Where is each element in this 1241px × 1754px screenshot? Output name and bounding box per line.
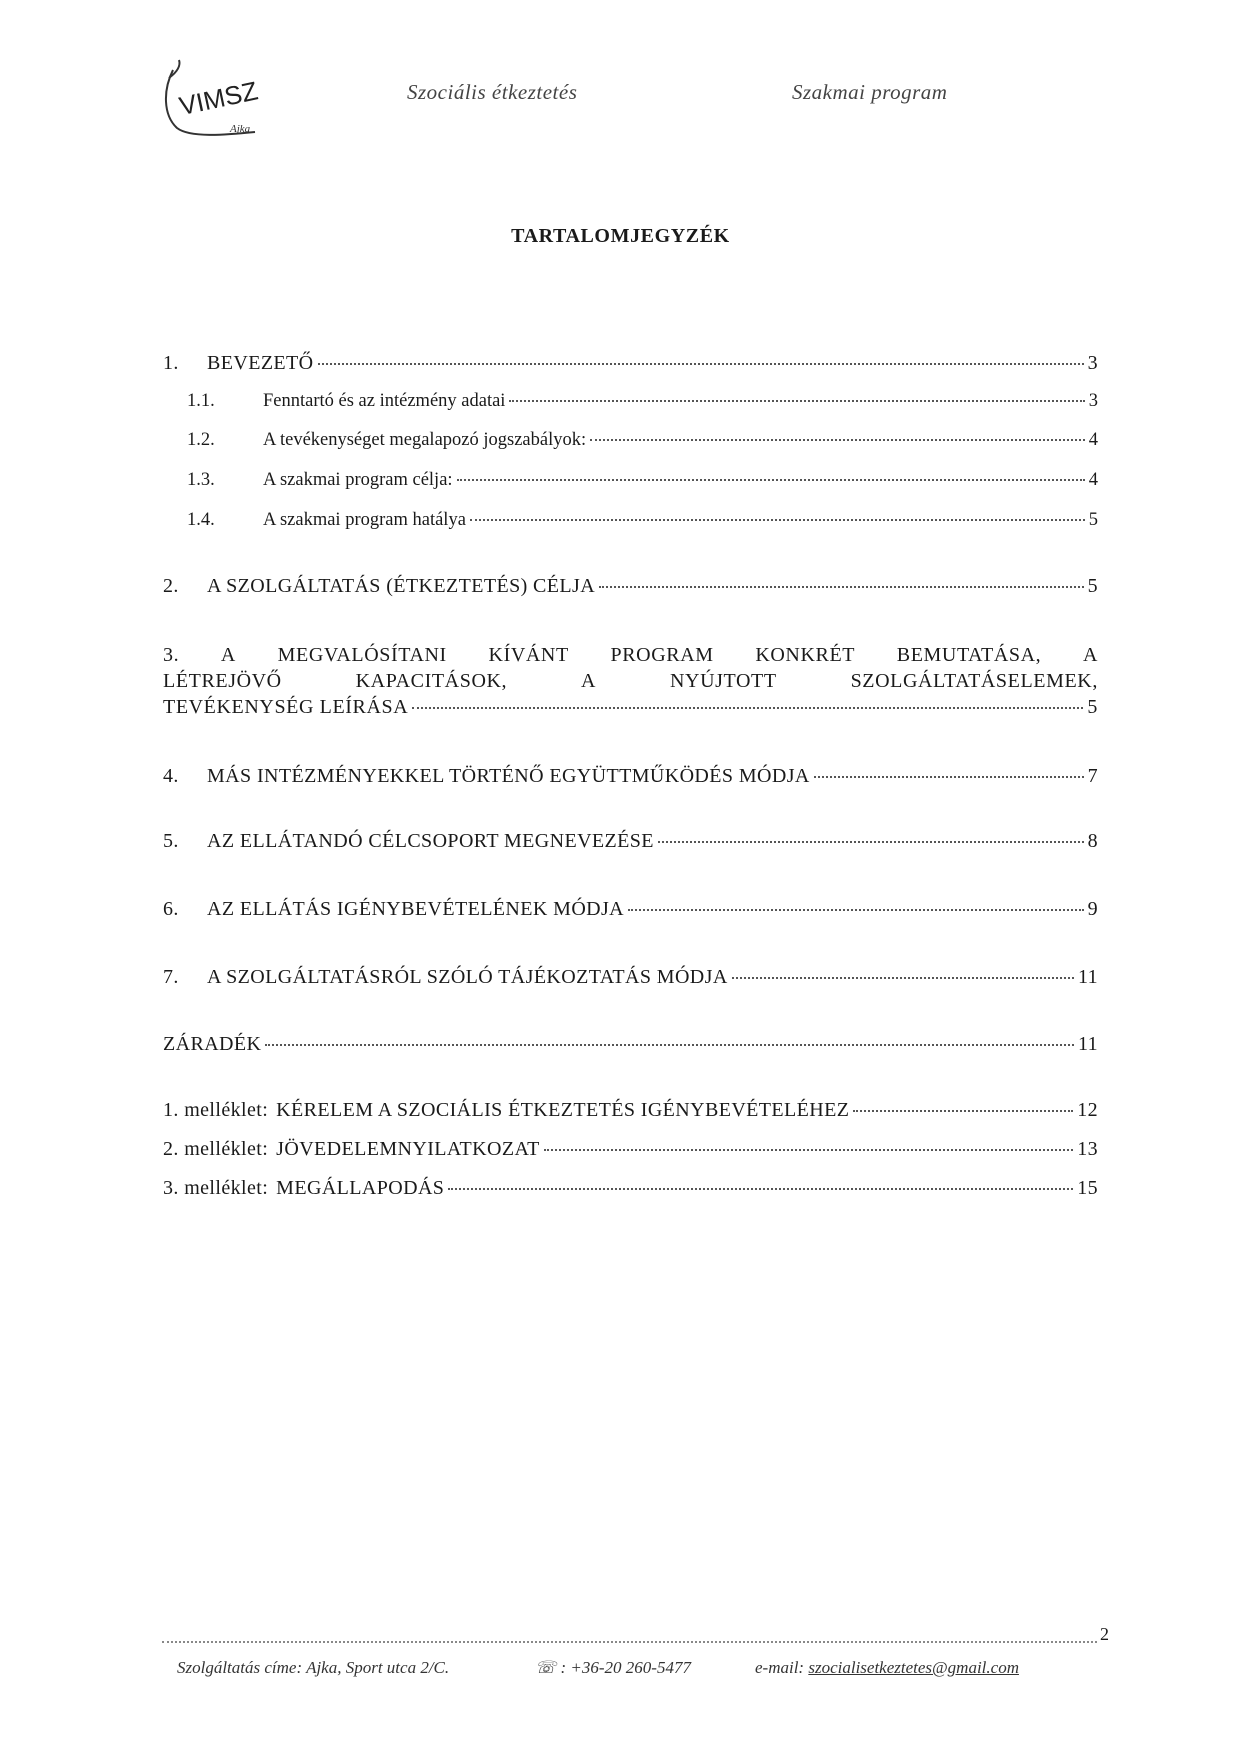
toc-entry-number: 1.2. (187, 430, 215, 450)
leader-dots (265, 1044, 1074, 1046)
toc-entry-3-line-1 (163, 642, 1098, 668)
page-title: TARTALOMJEGYZÉK (511, 225, 730, 247)
toc-entry[interactable] (163, 1099, 1098, 1122)
toc-entry-3-word: NYÚJTOTT (670, 670, 777, 692)
toc-entry[interactable] (163, 898, 1098, 921)
toc-entry-3-word: LÉTREJÖVŐ (163, 670, 282, 692)
toc-entry[interactable] (163, 470, 1098, 491)
toc-entry-label: BEVEZETŐ (207, 352, 314, 374)
toc-entry[interactable] (163, 1033, 1098, 1056)
toc-entry-page: 9 (1087, 898, 1098, 920)
header-right-title: Szakmai program (792, 80, 948, 104)
leader-dots (658, 841, 1084, 843)
toc-entry[interactable] (163, 830, 1098, 853)
toc-entry[interactable] (163, 510, 1098, 531)
toc-entry-3-line-3 (163, 694, 1098, 720)
logo-subtext: Ajka (230, 123, 251, 135)
toc-entry-label: A tevékenységet megalapozó jogszabályok: (263, 430, 587, 450)
vimsz-logo (155, 50, 285, 150)
toc-entry-3-word: 3. (163, 644, 180, 666)
toc-entry-page: 11 (1077, 1033, 1098, 1055)
leader-dots (457, 479, 1085, 481)
toc-entry-label: A szakmai program célja: (263, 470, 453, 490)
toc-entry-3-word: A (581, 670, 597, 692)
toc-entry[interactable] (163, 1177, 1098, 1200)
leader-dots (470, 519, 1085, 521)
toc-entry-page: 7 (1087, 765, 1098, 787)
leader-dots (732, 977, 1074, 979)
toc-entry-3-word: MEGVALÓSÍTANI (277, 644, 447, 666)
toc-entry-3-word: PROGRAM (610, 644, 714, 666)
toc-entry[interactable] (163, 430, 1098, 451)
toc-entry[interactable] (163, 352, 1098, 375)
footer-email (755, 1658, 1019, 1678)
toc-entry-number: 1.3. (187, 470, 215, 490)
toc-entry-page: 11 (1077, 966, 1098, 988)
toc-entry-3-word: BEMUTATÁSA, (896, 644, 1042, 666)
leader-dots (814, 776, 1084, 778)
toc-entry[interactable] (163, 765, 1098, 788)
leader-dots (448, 1188, 1073, 1190)
logo-graphic (155, 50, 285, 150)
toc-entry-page: 3 (1088, 391, 1098, 411)
toc-entry-number: 1.1. (187, 391, 215, 411)
toc-entry-3-page: 5 (1087, 696, 1098, 718)
toc-entry-3-word: A (1082, 644, 1098, 666)
toc-entry-page: 5 (1087, 575, 1098, 597)
leader-dots (853, 1110, 1073, 1112)
page-header (155, 50, 1095, 160)
footer-address: Szolgáltatás címe: Ajka, Sport utca 2/C. (177, 1658, 450, 1677)
toc-entry-number: 1. (163, 352, 179, 374)
leader-dots (628, 909, 1084, 911)
toc-entry-label: AZ ELLÁTÁS IGÉNYBEVÉTELÉNEK MÓDJA (207, 898, 625, 920)
footer-phone-number: : +36-20 260-5477 (560, 1658, 691, 1677)
toc-entry-label: MÁS INTÉZMÉNYEKKEL TÖRTÉNŐ EGYÜTTMŰKÖDÉS MÓDJA (207, 765, 810, 787)
toc-entry[interactable] (163, 966, 1098, 989)
toc-entry-3-word: KONKRÉT (755, 644, 856, 666)
toc-entry-label: ZÁRADÉK (163, 1033, 262, 1055)
toc-entry-page: 12 (1077, 1099, 1098, 1121)
toc-entry-3-word: SZOLGÁLTATÁSELEMEK, (850, 670, 1098, 692)
toc-entry-3-word: A (220, 644, 236, 666)
toc-entry-number: 4. (163, 765, 179, 787)
toc-entry-label: A SZOLGÁLTATÁS (ÉTKEZTETÉS) CÉLJA (207, 575, 596, 597)
toc-entry-page: 3 (1087, 352, 1098, 374)
footer-divider (162, 1641, 1097, 1643)
toc-entry-page: 4 (1088, 430, 1098, 450)
toc-entry[interactable] (163, 1138, 1098, 1161)
phone-icon: ☏ (535, 1658, 557, 1677)
toc-entry-label: JÖVEDELEMNYILATKOZAT (276, 1138, 540, 1160)
toc-entry-number: 2. (163, 575, 179, 597)
toc-entry-page: 13 (1077, 1138, 1098, 1160)
toc-entry-number: 3. melléklet: (163, 1177, 269, 1199)
toc-entry-label: A SZOLGÁLTATÁSRÓL SZÓLÓ TÁJÉKOZTATÁS MÓDJA (207, 966, 728, 988)
leader-dots (599, 586, 1084, 588)
toc-entry-3-word: KÍVÁNT (488, 644, 569, 666)
toc-entry[interactable] (163, 391, 1098, 412)
toc-entry-number: 6. (163, 898, 179, 920)
leader-dots (318, 363, 1084, 365)
leader-dots (544, 1149, 1073, 1151)
toc-entry-3 (163, 642, 1098, 720)
footer-phone (535, 1658, 691, 1678)
toc-entry-number: 2. melléklet: (163, 1138, 269, 1160)
toc-entry-number: 5. (163, 830, 179, 852)
toc-entry-label: A szakmai program hatálya (263, 510, 466, 530)
toc-entry-3-line-2 (163, 668, 1098, 694)
toc-entry-label: KÉRELEM A SZOCIÁLIS ÉTKEZTETÉS IGÉNYBEVÉTELÉHEZ (276, 1099, 850, 1121)
toc-entry-number: 1.4. (187, 510, 215, 530)
toc-entry-label: MEGÁLLAPODÁS (276, 1177, 445, 1199)
toc-entry-page: 15 (1077, 1177, 1098, 1199)
toc-entry-label: Fenntartó és az intézmény adatai (263, 391, 506, 411)
logo-text: VIMSZ (176, 75, 261, 122)
toc-entry-3-label: TEVÉKENYSÉG LEÍRÁSA (163, 696, 409, 718)
header-left-title: Szociális étkeztetés (407, 80, 578, 104)
toc-entry-3-word: KAPACITÁSOK, (355, 670, 508, 692)
footer-email-link[interactable]: szocialisetkeztetes@gmail.com (808, 1658, 1019, 1677)
toc-entry-number: 7. (163, 966, 179, 988)
leader-dots (590, 439, 1085, 441)
toc-entry-page: 8 (1087, 830, 1098, 852)
toc-entry-page: 4 (1088, 470, 1098, 490)
footer-email-label: e-mail: (755, 1658, 805, 1677)
page-number: 2 (1100, 1624, 1109, 1644)
toc-entry-number: 1. melléklet: (163, 1099, 269, 1121)
leader-dots (412, 707, 1083, 709)
toc-entry[interactable] (163, 575, 1098, 598)
toc-entry-label: AZ ELLÁTANDÓ CÉLCSOPORT MEGNEVEZÉSE (207, 830, 654, 852)
toc-entry-page: 5 (1088, 510, 1098, 530)
leader-dots (509, 400, 1084, 402)
